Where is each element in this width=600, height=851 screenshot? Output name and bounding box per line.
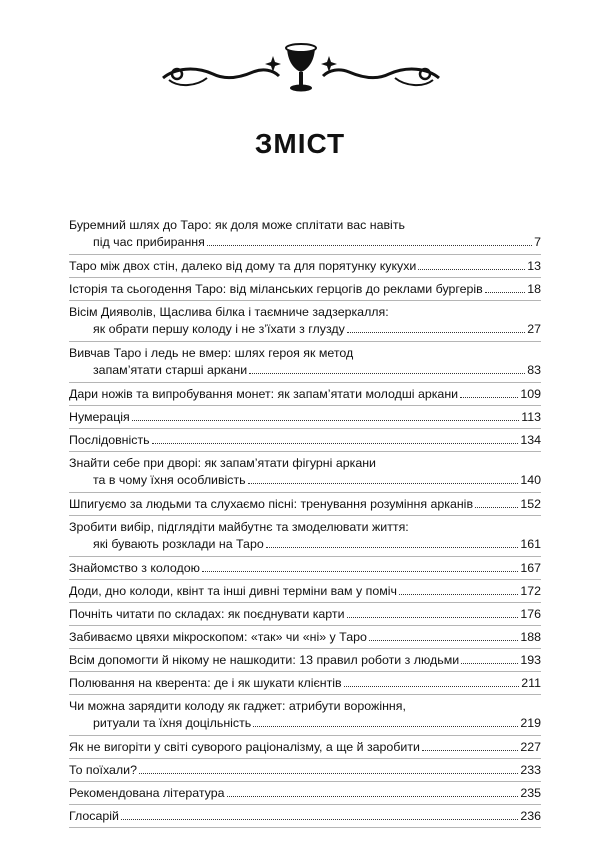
toc-entry[interactable] <box>69 255 541 278</box>
dot-leader <box>460 397 518 398</box>
toc-entry-title: Шпигуємо за людьми та слухаємо пісні: тренування розуміння арканів <box>69 497 474 511</box>
toc-entry-title: Почніть читати по складах: як поєднувати карти <box>69 607 345 621</box>
toc-page-number: 233 <box>520 763 541 777</box>
toc-entry[interactable] <box>69 557 541 580</box>
dot-leader <box>253 726 518 727</box>
dot-leader <box>399 594 518 595</box>
toc-page-number: 161 <box>520 536 541 551</box>
toc-entry-title: Чи можна зарядити колоду як гаджет: атрибути ворожіння, <box>69 699 406 713</box>
toc-entry[interactable] <box>69 672 541 695</box>
toc-page-number: 27 <box>527 321 541 336</box>
toc-entry[interactable] <box>69 452 541 493</box>
dot-leader <box>139 773 518 774</box>
dot-leader <box>344 686 520 687</box>
dot-leader <box>347 617 519 618</box>
toc-page-number: 109 <box>520 387 541 401</box>
toc-entry-title: Послідовність <box>69 433 150 447</box>
toc-page-number: 134 <box>520 433 541 447</box>
toc-entry[interactable] <box>69 626 541 649</box>
toc-entry[interactable] <box>69 782 541 805</box>
toc-page-number: 113 <box>521 410 541 424</box>
toc-page-number: 167 <box>520 561 541 575</box>
dot-leader <box>207 245 532 246</box>
dot-leader <box>132 420 519 421</box>
toc-entry[interactable] <box>69 736 541 759</box>
dot-leader <box>475 507 518 508</box>
dot-leader <box>422 750 518 751</box>
toc-entry[interactable] <box>69 805 541 828</box>
toc-entry[interactable] <box>69 301 541 342</box>
toc-page-number: 172 <box>520 584 541 598</box>
dot-leader <box>152 443 519 444</box>
toc-entry-title: Доди, дно колоди, квінт та інші дивні терміни вам у поміч <box>69 584 397 598</box>
toc-page-number: 188 <box>520 630 541 644</box>
toc-entry-title: як обрати першу колоду і не з’їхати з глузду <box>93 321 345 336</box>
toc-page-number: 211 <box>521 676 541 690</box>
dot-leader <box>227 796 519 797</box>
toc-entry-title: Всім допомогти й нікому не нашкодити: 13 правил роботи з людьми <box>69 653 460 667</box>
toc-page-number: 219 <box>520 715 541 730</box>
table-of-contents <box>69 214 541 828</box>
toc-page-number: 236 <box>520 809 541 823</box>
toc-entry-title: То поїхали? <box>69 763 137 777</box>
toc-entry-title: та в чому їхня особливість <box>93 472 246 487</box>
toc-entry-title: Рекомендована література <box>69 786 225 800</box>
toc-entry-title: Глосарій <box>69 809 119 823</box>
toc-entry-title: Зробити вибір, підглядіти майбутнє та змоделювати життя: <box>69 520 409 534</box>
toc-entry[interactable] <box>69 383 541 406</box>
toc-entry[interactable] <box>69 493 541 516</box>
toc-page-number: 235 <box>520 786 541 800</box>
toc-page-number: 176 <box>520 607 541 621</box>
dot-leader <box>461 663 518 664</box>
toc-entry-title: які бувають розклади на Таро <box>93 536 264 551</box>
dot-leader <box>248 483 519 484</box>
toc-entry-title: Нумерація <box>69 410 130 424</box>
dot-leader <box>266 547 519 548</box>
toc-entry-title: Дари ножів та випробування монет: як запам’ятати молодші аркани <box>69 387 459 401</box>
toc-entry[interactable] <box>69 342 541 383</box>
toc-entry[interactable] <box>69 603 541 626</box>
toc-entry[interactable] <box>69 406 541 429</box>
toc-entry[interactable] <box>69 516 541 557</box>
toc-entry[interactable] <box>69 580 541 603</box>
dot-leader <box>347 332 525 333</box>
toc-entry[interactable] <box>69 695 541 736</box>
dot-leader <box>121 819 518 820</box>
toc-entry[interactable] <box>69 759 541 782</box>
dot-leader <box>418 269 525 270</box>
toc-entry[interactable] <box>69 649 541 672</box>
toc-entry-title: ритуали та їхня доцільність <box>93 715 252 730</box>
toc-entry-title: Буремний шлях до Таро: як доля може сплітати вас навіть <box>69 218 405 232</box>
toc-page-number: 140 <box>520 472 541 487</box>
toc-entry-title: Вивчав Таро і ледь не вмер: шлях героя як метод <box>69 346 354 360</box>
toc-entry[interactable] <box>69 214 541 255</box>
toc-entry-title: під час прибирання <box>93 234 205 249</box>
toc-entry-title: Таро між двох стін, далеко від дому та для порятунку кукухи <box>69 259 417 273</box>
page-title: ЗМІСТ <box>254 128 346 159</box>
toc-page-number: 83 <box>527 362 541 377</box>
toc-entry-title: Знайти себе при дворі: як запам’ятати фігурні аркани <box>69 456 376 470</box>
toc-page-number: 13 <box>527 259 541 273</box>
dot-leader <box>485 292 525 293</box>
toc-entry-title: запам’ятати старші аркани <box>93 362 248 377</box>
dot-leader <box>249 373 525 374</box>
toc-entry-title: Забиваємо цвяхи мікроскопом: «так» чи «ні» у Таро <box>69 630 367 644</box>
toc-page-number: 18 <box>527 282 541 296</box>
toc-entry[interactable] <box>69 278 541 301</box>
toc-page-number: 7 <box>534 234 541 249</box>
dot-leader <box>202 571 518 572</box>
toc-entry-title: Знайомство з колодою <box>69 561 200 575</box>
toc-entry-title: Історія та сьогодення Таро: від міланських герцогів до реклами бургерів <box>69 282 483 296</box>
toc-entry-title: Як не вигоріти у світі суворого раціоналізму, а ще й заробити <box>69 740 420 754</box>
chalice-moon-flourish-icon <box>155 38 447 108</box>
toc-entry-title: Полювання на кверента: де і як шукати клієнтів <box>69 676 342 690</box>
toc-page-number: 227 <box>520 740 541 754</box>
toc-page-number: 152 <box>520 497 541 511</box>
toc-entry-title: Вісім Дияволів, Щаслива білка і таємниче задзеркалля: <box>69 305 389 319</box>
toc-entry[interactable] <box>69 429 541 452</box>
dot-leader <box>369 640 518 641</box>
toc-page-number: 193 <box>520 653 541 667</box>
